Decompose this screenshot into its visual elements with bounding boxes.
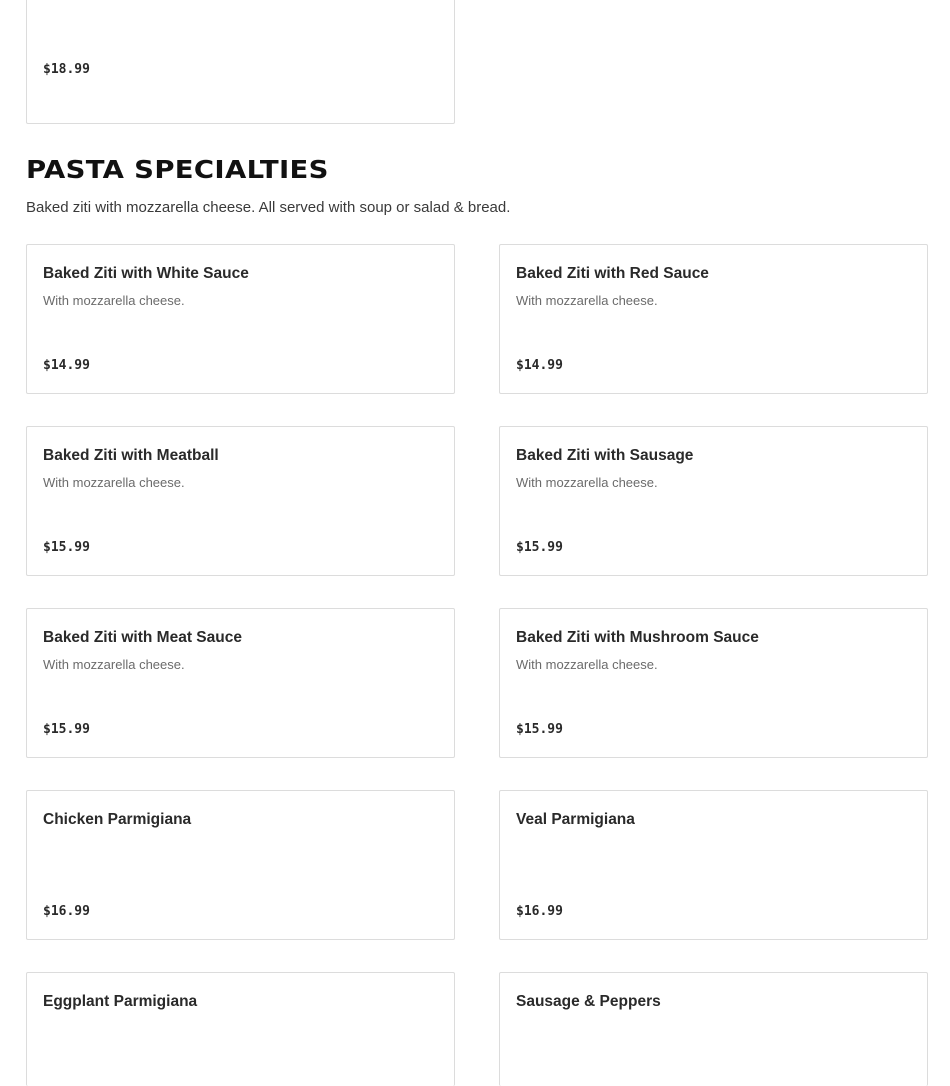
item-price: $15.99 [43, 722, 90, 737]
menu-item-card[interactable] [26, 608, 455, 758]
item-description: With mozzarella cheese. [43, 657, 185, 672]
section-description: Baked ziti with mozzarella cheese. All served with soup or salad & bread. [26, 199, 511, 216]
item-name: Eggplant Parmigiana [43, 993, 198, 1010]
item-name: Baked Ziti with White Sauce [43, 265, 249, 282]
item-description: With mozzarella cheese. [43, 475, 185, 490]
item-price: $18.99 [43, 62, 90, 77]
item-name: Baked Ziti with Meatball [43, 447, 219, 464]
item-price: $16.99 [516, 904, 563, 919]
menu-item-card[interactable] [499, 244, 928, 394]
item-price: $14.99 [43, 358, 90, 373]
item-price: $15.99 [516, 540, 563, 555]
menu-item-card[interactable] [26, 790, 455, 940]
item-description: With mozzarella cheese. [516, 293, 658, 308]
menu-item-card[interactable] [499, 972, 928, 1086]
item-price: $16.99 [43, 904, 90, 919]
menu-item-card[interactable] [26, 972, 455, 1086]
menu-item-card[interactable] [26, 426, 455, 576]
item-name: Sausage & Peppers [516, 993, 661, 1010]
item-name: Chicken Parmigiana [43, 811, 192, 828]
item-description: With mozzarella cheese. [43, 293, 185, 308]
item-description: With mozzarella cheese. [516, 657, 658, 672]
menu-item-card[interactable] [499, 608, 928, 758]
item-name: Veal Parmigiana [516, 811, 635, 828]
item-name: Baked Ziti with Red Sauce [516, 265, 709, 282]
menu-item-card[interactable] [26, 0, 455, 124]
menu-item-card[interactable] [499, 790, 928, 940]
item-price: $14.99 [516, 358, 563, 373]
menu-item-card[interactable] [499, 426, 928, 576]
item-name: Baked Ziti with Sausage [516, 447, 694, 464]
section-title: PASTA SPECIALTIES [26, 155, 329, 184]
item-price: $15.99 [43, 540, 90, 555]
menu-item-card[interactable] [26, 244, 455, 394]
item-description: With mozzarella cheese. [516, 475, 658, 490]
item-name: Baked Ziti with Meat Sauce [43, 629, 242, 646]
item-name: Baked Ziti with Mushroom Sauce [516, 629, 759, 646]
item-price: $15.99 [516, 722, 563, 737]
